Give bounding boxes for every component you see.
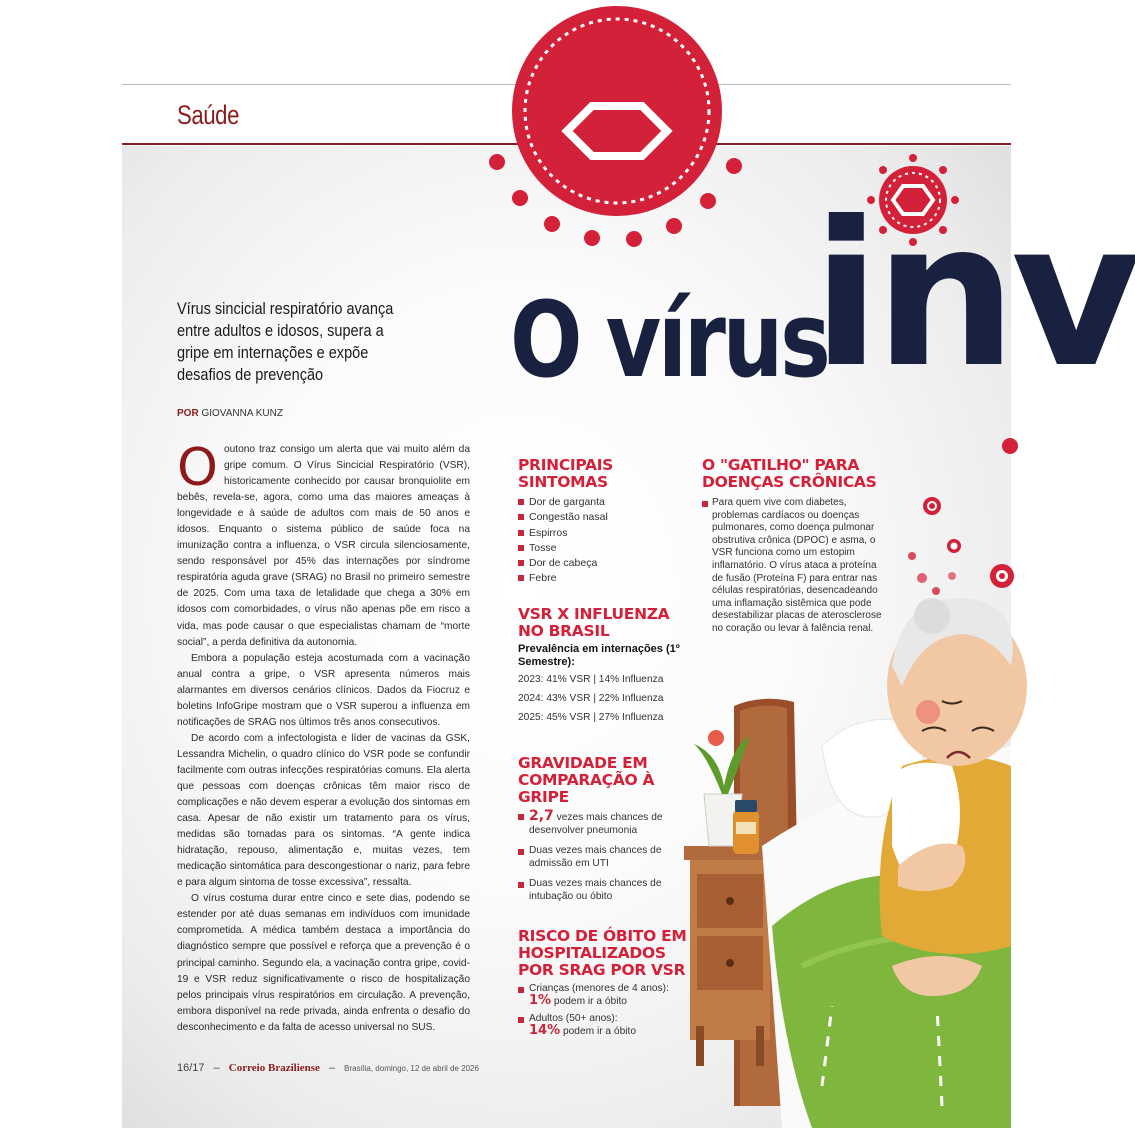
- severity-value: 2,7: [529, 808, 554, 824]
- dropcap: O: [177, 438, 218, 498]
- article-page: [122, 146, 1135, 1128]
- infobox-gatilho: [702, 457, 882, 636]
- infobox-risco: [518, 928, 688, 1037]
- infobox-subtitle: Prevalência em internações (1º Semestre):: [518, 643, 680, 668]
- byline: [177, 408, 283, 419]
- risk-text: podem ir a óbito: [553, 995, 627, 1007]
- infobox-title: RISCO DE ÓBITO EM HOSPITALIZADOS POR SRAG POR VSR: [518, 927, 687, 979]
- risk-label: Adultos (50+ anos):: [529, 1013, 618, 1024]
- page-numbers: 16/17: [177, 1062, 205, 1074]
- article-paragraph: De acordo com a infectologista e líder de vacinas da GSK, Lessandra Michelin, o quadro clínico do VSR pode se confundir facilmente com outras infecções respiratórias comuns. Ela alerta que pessoas com doenças crônicas têm maior risco de complicações e não devem esperar a evolução dos sintomas em casa. Apesar de não existir um tratamento para os vírus, medidas são tomadas para os sintomas. “A gente indica hidratação, repouso, alimentação e, muitas vezes, tem medicação sintomática para descongestionar o nariz, para febre e para algum sintoma de tosse excessiva”, ressalta.: [177, 732, 470, 889]
- symptom-item: Dor de cabeça: [518, 556, 688, 571]
- medicine-bottle-icon: [733, 800, 759, 854]
- paragraph-text: outono traz consigo um alerta que vai muito além da gripe comum. O Vírus Sincicial Respiratório (VSR), historicamente conhecido por causar bronquiolite em bebês, revela-se, agora, como uma das maiores ameaças à longevidade e à saúde de adultos com mais de 50 anos e idosos. Enquanto o sistema público de saúde foca na imunização contra a influenza, o VSR circula silenciosamente, sendo responsável por 45% das internações por síndrome respiratória aguda grave (SRAG) no Brasil no primeiro semestre de 2025. Com uma taxa de letalidade que chega a 30% em idosos com comorbidades, o vírus não apenas põe em risco a vida, mas pode causar o que especialistas chamam de “morte social”, a perda definitiva da autonomia.: [177, 444, 470, 648]
- symptom-item: Espirros: [518, 526, 688, 541]
- prevalence-row: 2025: 45% VSR | 27% Influenza: [518, 712, 664, 723]
- symptom-item: Febre: [518, 571, 688, 586]
- symptom-item: Dor de garganta: [518, 495, 688, 510]
- infobox-title: GRAVIDADE EM COMPARAÇÃO À GRIPE: [518, 754, 655, 806]
- infobox-title: PRINCIPAIS SINTOMAS: [518, 456, 614, 491]
- virus-small-icon: [908, 438, 1018, 595]
- severity-text: Duas vezes mais chances de intubação ou óbito: [529, 878, 662, 902]
- newspaper-brand: Correio Braziliense: [228, 1062, 320, 1074]
- severity-item: [518, 845, 688, 870]
- prevalence-row: 2023: 41% VSR | 14% Influenza: [518, 674, 664, 685]
- severity-text: vezes mais chances de desenvolver pneumonia: [529, 812, 663, 836]
- risk-label: Crianças (menores de 4 anos):: [529, 983, 669, 994]
- headline-part-1: O vírus: [510, 279, 828, 401]
- headline-part-2: inv: [812, 179, 1135, 412]
- infobox-sintomas: [518, 457, 688, 587]
- infobox-title: VSR X INFLUENZA NO BRASIL: [518, 605, 670, 640]
- section-label: Saúde: [177, 100, 239, 130]
- risk-item: [518, 983, 688, 1007]
- symptom-list: [518, 495, 688, 587]
- risk-percent: 1%: [529, 992, 552, 1008]
- prevalence-row: 2024: 43% VSR | 22% Influenza: [518, 693, 664, 704]
- footer-dash: –: [328, 1062, 336, 1074]
- infobox-vsr-influenza: [518, 606, 688, 727]
- virus-large-icon: [489, 6, 742, 247]
- footer-dash: –: [213, 1062, 220, 1074]
- article-paragraph: [177, 438, 470, 651]
- risk-text: podem ir a óbito: [562, 1025, 637, 1037]
- symptom-item: Tosse: [518, 541, 688, 556]
- byline-author: GIOVANNA KUNZ: [201, 408, 283, 419]
- severity-item: [518, 810, 688, 837]
- page-footer: [177, 1062, 479, 1074]
- nightstand: [684, 846, 774, 1066]
- severity-item: [518, 878, 688, 903]
- gatilho-text: [702, 497, 882, 636]
- risk-item: [518, 1013, 688, 1037]
- byline-prefix: POR: [177, 408, 199, 419]
- risk-percent: 14%: [529, 1022, 561, 1038]
- patient-illustration: [880, 598, 1028, 996]
- article-paragraph: O vírus costuma durar entre cinco e sete dias, podendo se estender por até duas semanas em indivíduos com imunidade comprometida. A médica também destaca a importância do diagnóstico sempre que possível e reforça que a prevenção é o principal caminho. Segundo ela, a vacinação contra gripe, covid-19 e VSR reduz significativamente o risco de hospitalização pelos principais vírus respiratórios em circulação. A prevenção, embora disponível na rede privada, ainda enfrenta o desafio do desconhecimento e da falta de acesso universal no SUS.: [177, 893, 470, 1033]
- edition-date: Brasília, domingo, 12 de abril de 2026: [344, 1064, 479, 1073]
- gatilho-paragraph: Para quem vive com diabetes, problemas cardíacos ou doenças pulmonares, como doença pulmonar obstrutiva crônica (DPOC) e asma, o VSR funciona como um estopim inflamatório. O vírus ataca a proteína de fusão (Proteína F) para entrar nas células respiratórias, desencadeando uma inflamação sistêmica que pode desestabilizar placas de aterosclerose no coração ou levar à falência renal.: [712, 497, 882, 634]
- infobox-gravidade: [518, 755, 688, 903]
- symptom-item: Congestão nasal: [518, 510, 688, 525]
- article-body: [177, 438, 470, 1036]
- infobox-title: O "GATILHO" PARA DOENÇAS CRÔNICAS: [702, 456, 877, 491]
- article-deck: Vírus sincicial respiratório avança entre adultos e idosos, supera a gripe em internações e expõe desafios de prevenção: [177, 300, 394, 384]
- severity-text: Duas vezes mais chances de admissão em UTI: [529, 845, 662, 869]
- article-paragraph: Embora a população esteja acostumada com a vacinação anual contra a gripe, o VSR apresenta números mais alarmantes em diversos cenários clínicos. Dados da Fiocruz e boletins InfoGripe mostram que o VSR superou a influenza em notificações de SRAG nos últimos três anos consecutivos.: [177, 652, 470, 728]
